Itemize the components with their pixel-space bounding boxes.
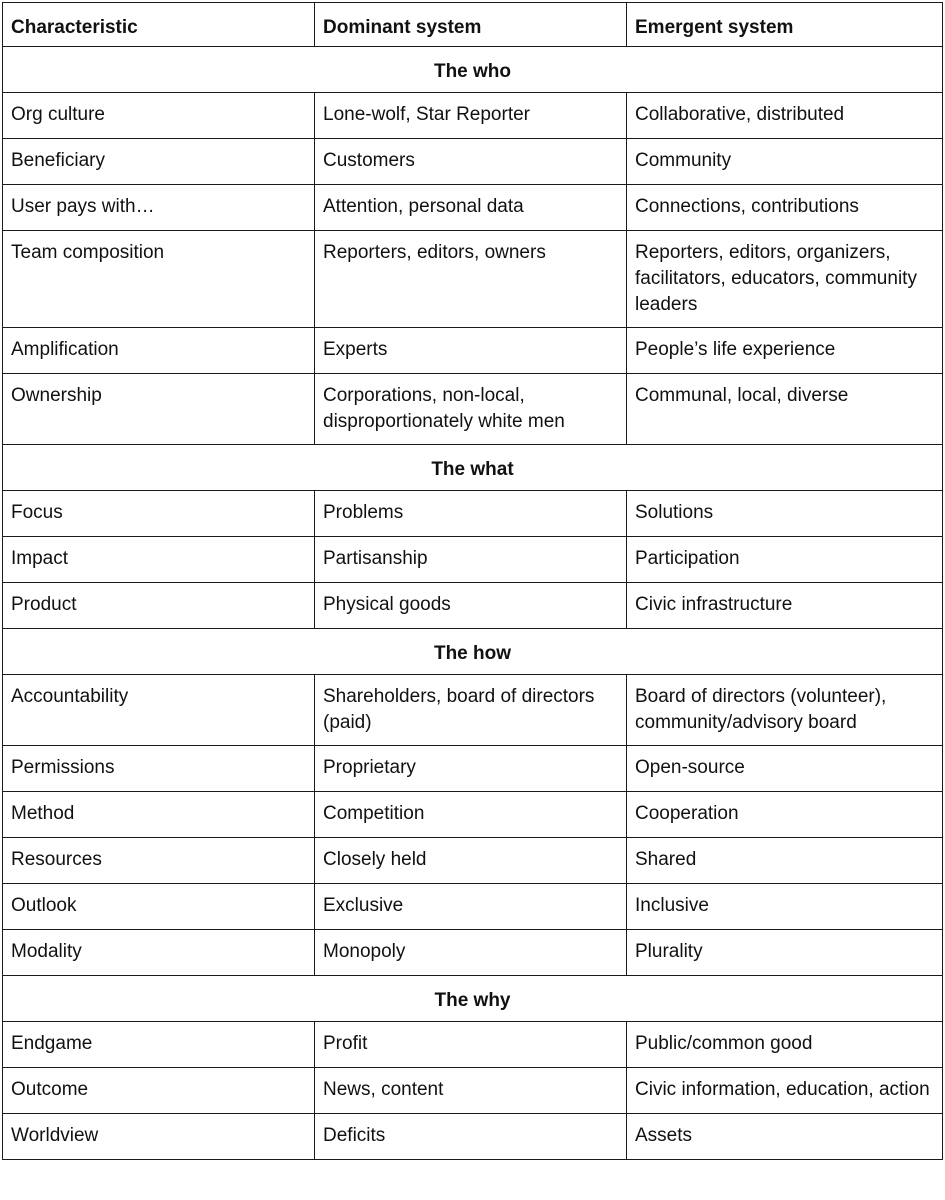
dominant-cell: Customers bbox=[315, 139, 627, 185]
table-row bbox=[3, 1068, 943, 1114]
dominant-cell: Reporters, editors, owners bbox=[315, 231, 627, 328]
characteristic-cell: Worldview bbox=[3, 1114, 315, 1160]
dominant-cell: Competition bbox=[315, 792, 627, 838]
characteristic-cell: Amplification bbox=[3, 328, 315, 374]
table-row bbox=[3, 746, 943, 792]
emergent-cell: Shared bbox=[627, 838, 943, 884]
characteristic-cell: Beneficiary bbox=[3, 139, 315, 185]
dominant-cell: News, content bbox=[315, 1068, 627, 1114]
dominant-cell: Experts bbox=[315, 328, 627, 374]
header-characteristic: Characteristic bbox=[3, 3, 315, 47]
characteristic-cell: Resources bbox=[3, 838, 315, 884]
emergent-cell: Open-source bbox=[627, 746, 943, 792]
table-row bbox=[3, 231, 943, 328]
emergent-cell: Connections, contributions bbox=[627, 185, 943, 231]
characteristic-cell: Method bbox=[3, 792, 315, 838]
emergent-cell: Community bbox=[627, 139, 943, 185]
characteristic-cell: Impact bbox=[3, 537, 315, 583]
table-row bbox=[3, 792, 943, 838]
section-title: The why bbox=[3, 976, 943, 1022]
section-row-why bbox=[3, 976, 943, 1022]
header-row bbox=[3, 3, 943, 47]
emergent-cell: Solutions bbox=[627, 491, 943, 537]
dominant-cell: Shareholders, board of directors (paid) bbox=[315, 675, 627, 746]
characteristic-cell: Accountability bbox=[3, 675, 315, 746]
dominant-cell: Profit bbox=[315, 1022, 627, 1068]
characteristic-cell: Team composition bbox=[3, 231, 315, 328]
emergent-cell: Cooperation bbox=[627, 792, 943, 838]
characteristic-cell: Endgame bbox=[3, 1022, 315, 1068]
dominant-cell: Proprietary bbox=[315, 746, 627, 792]
emergent-cell: Communal, local, diverse bbox=[627, 374, 943, 445]
emergent-cell: Reporters, editors, organizers, facilitators, educators, community leaders bbox=[627, 231, 943, 328]
section-title: The how bbox=[3, 629, 943, 675]
emergent-cell: Civic infrastructure bbox=[627, 583, 943, 629]
characteristic-cell: Org culture bbox=[3, 93, 315, 139]
table-row bbox=[3, 838, 943, 884]
header-dominant-system: Dominant system bbox=[315, 3, 627, 47]
characteristic-cell: Focus bbox=[3, 491, 315, 537]
table-row bbox=[3, 328, 943, 374]
emergent-cell: Plurality bbox=[627, 930, 943, 976]
comparison-table bbox=[2, 2, 943, 1160]
dominant-cell: Lone-wolf, Star Reporter bbox=[315, 93, 627, 139]
section-title: The who bbox=[3, 47, 943, 93]
characteristic-cell: Outlook bbox=[3, 884, 315, 930]
section-row-how bbox=[3, 629, 943, 675]
table-row bbox=[3, 185, 943, 231]
emergent-cell: Assets bbox=[627, 1114, 943, 1160]
table-row bbox=[3, 93, 943, 139]
emergent-cell: Board of directors (volunteer), community/advisory board bbox=[627, 675, 943, 746]
characteristic-cell: Product bbox=[3, 583, 315, 629]
emergent-cell: Participation bbox=[627, 537, 943, 583]
emergent-cell: Collaborative, distributed bbox=[627, 93, 943, 139]
characteristic-cell: Ownership bbox=[3, 374, 315, 445]
table-row bbox=[3, 374, 943, 445]
section-title: The what bbox=[3, 445, 943, 491]
table-row bbox=[3, 930, 943, 976]
characteristic-cell: User pays with… bbox=[3, 185, 315, 231]
dominant-cell: Corporations, non-local, disproportionately white men bbox=[315, 374, 627, 445]
dominant-cell: Attention, personal data bbox=[315, 185, 627, 231]
table-row bbox=[3, 139, 943, 185]
dominant-cell: Partisanship bbox=[315, 537, 627, 583]
dominant-cell: Closely held bbox=[315, 838, 627, 884]
section-row-what bbox=[3, 445, 943, 491]
table-row bbox=[3, 537, 943, 583]
table-row bbox=[3, 675, 943, 746]
characteristic-cell: Modality bbox=[3, 930, 315, 976]
table-row bbox=[3, 583, 943, 629]
characteristic-cell: Outcome bbox=[3, 1068, 315, 1114]
header-emergent-system: Emergent system bbox=[627, 3, 943, 47]
section-row-who bbox=[3, 47, 943, 93]
table-row bbox=[3, 1022, 943, 1068]
emergent-cell: Public/common good bbox=[627, 1022, 943, 1068]
dominant-cell: Deficits bbox=[315, 1114, 627, 1160]
dominant-cell: Exclusive bbox=[315, 884, 627, 930]
emergent-cell: People’s life experience bbox=[627, 328, 943, 374]
characteristic-cell: Permissions bbox=[3, 746, 315, 792]
dominant-cell: Problems bbox=[315, 491, 627, 537]
dominant-cell: Monopoly bbox=[315, 930, 627, 976]
emergent-cell: Inclusive bbox=[627, 884, 943, 930]
emergent-cell: Civic information, education, action bbox=[627, 1068, 943, 1114]
table-row bbox=[3, 884, 943, 930]
table-row bbox=[3, 491, 943, 537]
table-row bbox=[3, 1114, 943, 1160]
dominant-cell: Physical goods bbox=[315, 583, 627, 629]
